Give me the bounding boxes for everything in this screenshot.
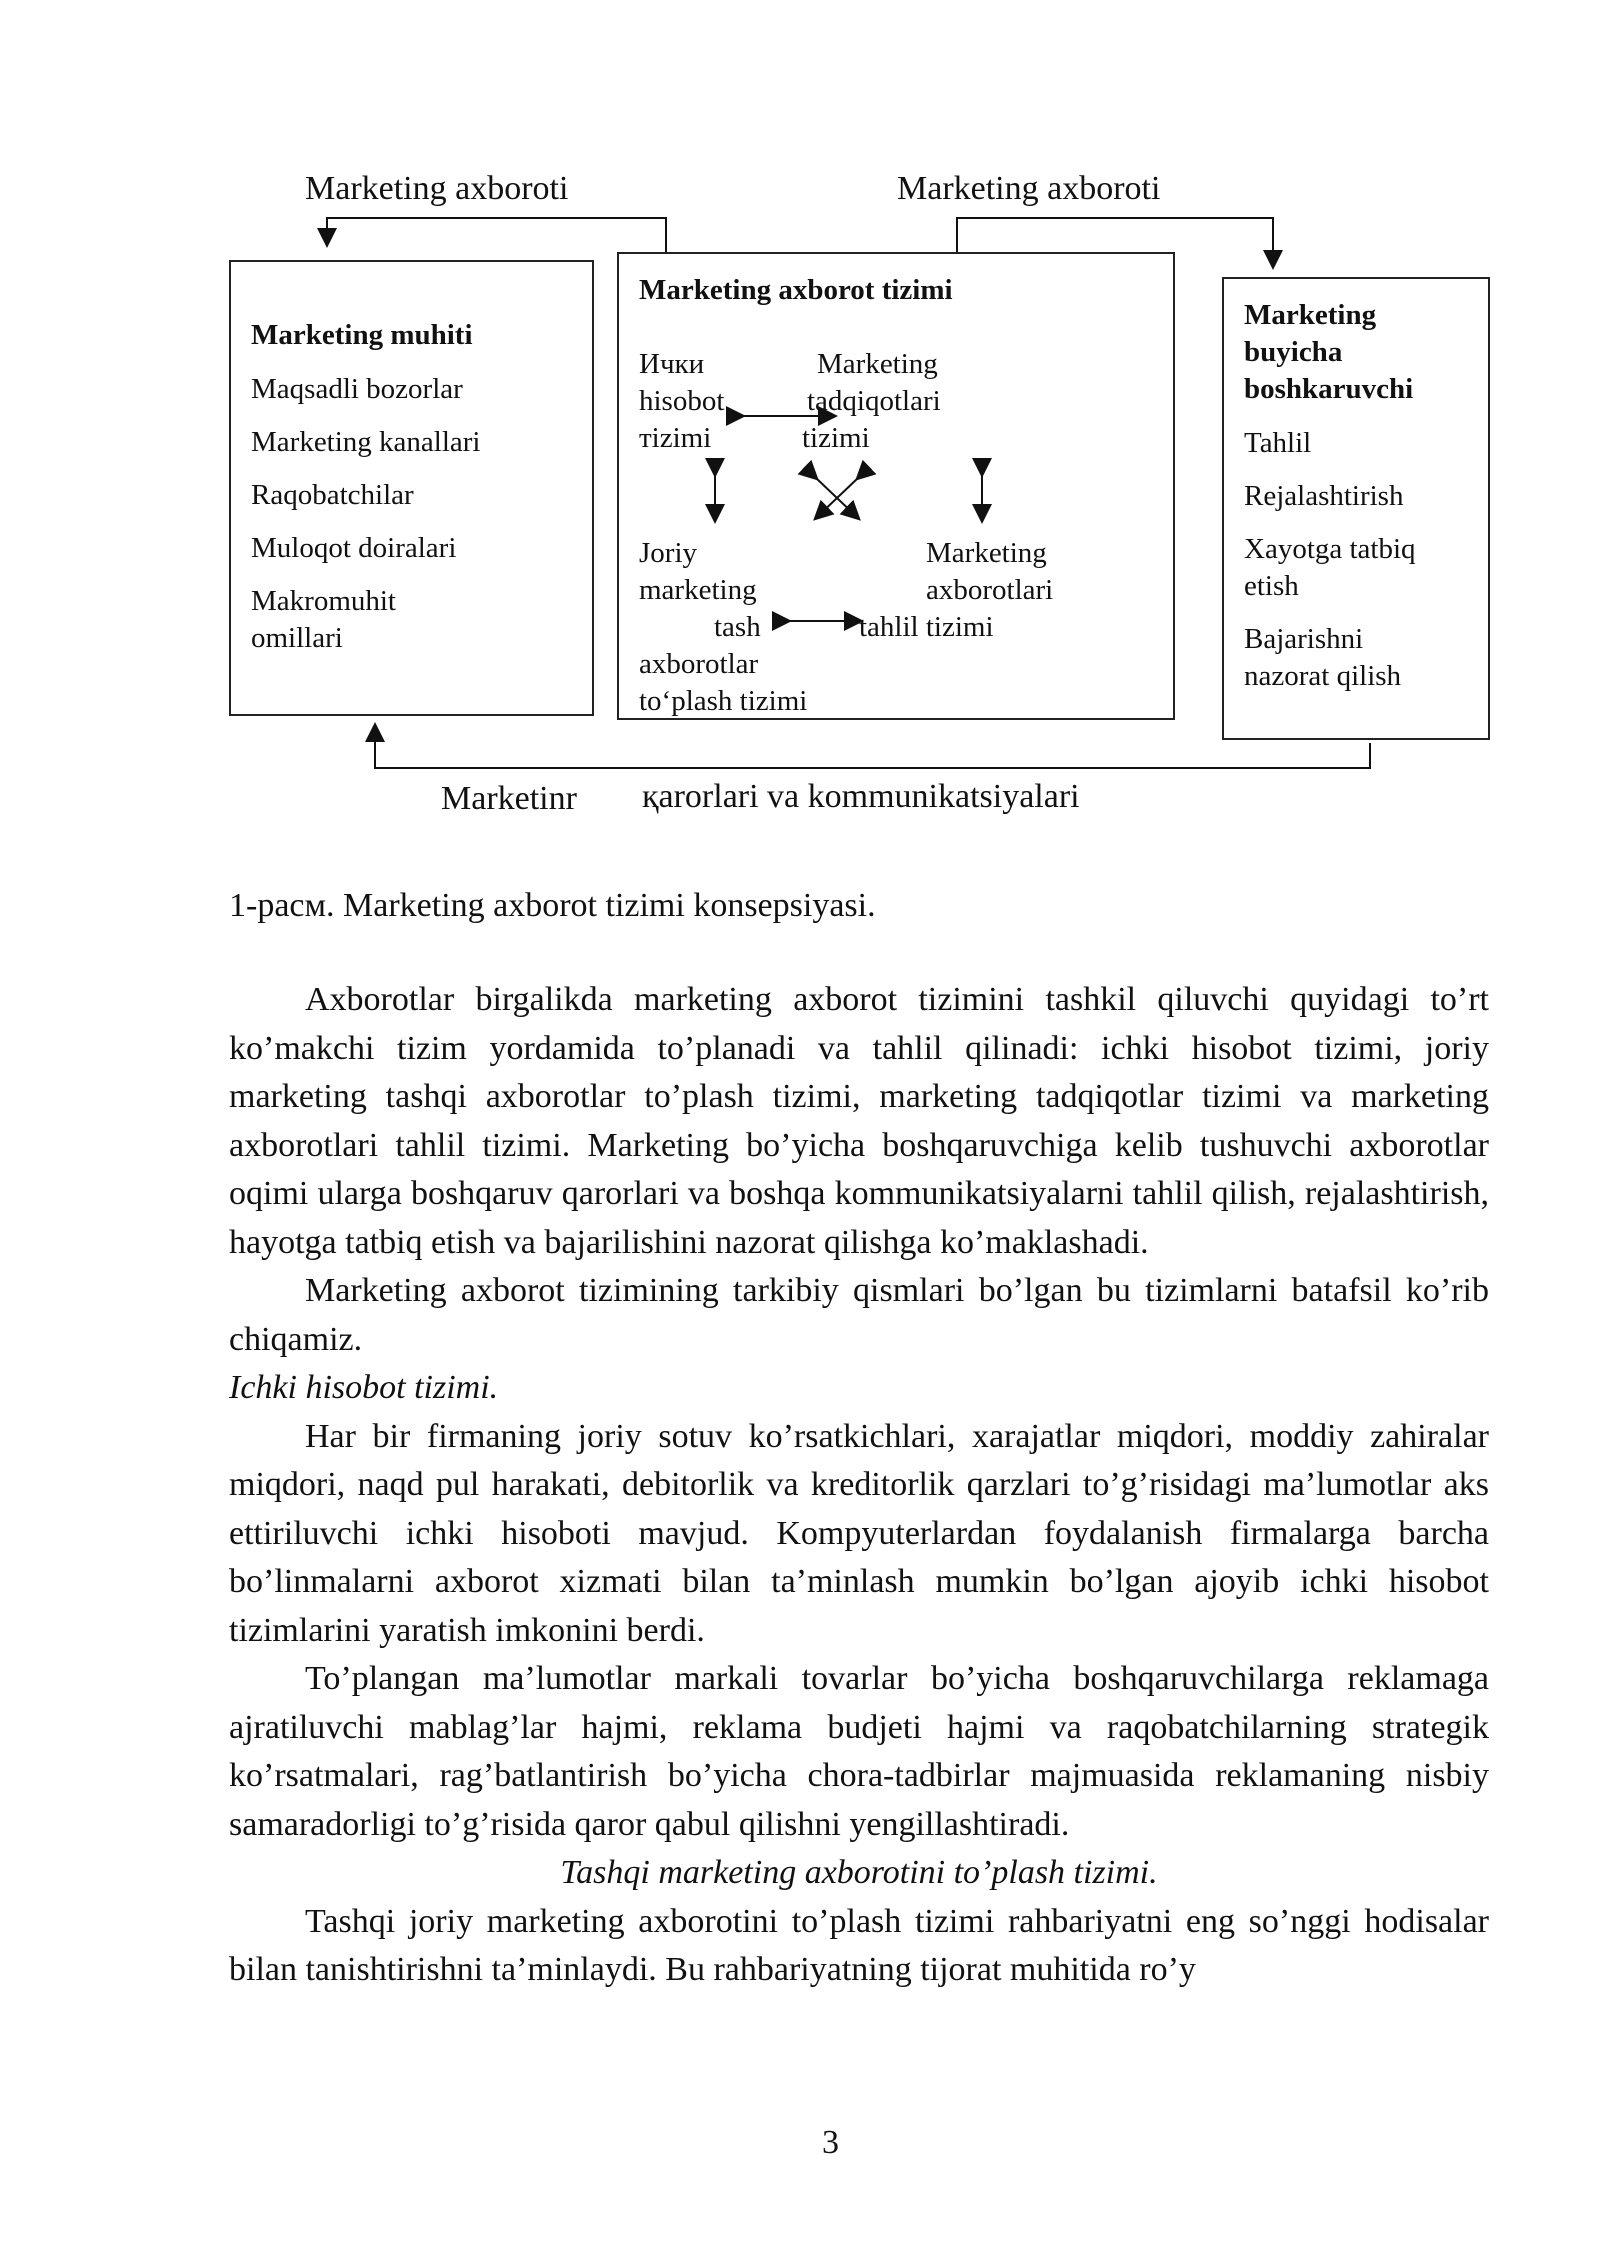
bottom-label-part1: Marketinr: [441, 780, 577, 817]
env-item: Makromuhit: [251, 585, 396, 617]
current-line: axborotlar: [639, 648, 759, 680]
manager-title-line: Marketing: [1244, 299, 1377, 331]
manager-item: Tahlil: [1244, 427, 1312, 459]
env-item: omillari: [251, 622, 343, 654]
manager-box: [1222, 277, 1490, 740]
manager-item: Bajarishni: [1244, 623, 1364, 655]
analysis-line: Marketing: [926, 537, 1047, 569]
top-label-right: Marketing axboroti: [897, 170, 1161, 207]
body-text: [229, 976, 1489, 1995]
current-line: Joriy: [639, 537, 697, 569]
paragraph: Marketing axborot tizimining tarkibiy qismlari bo’lgan bu tizimlarni batafsil ko’rib chiqamiz.: [229, 1272, 1489, 1358]
arrow-system-to-env: [327, 218, 666, 252]
research-line: tizimi: [802, 422, 870, 454]
research-line: Marketing: [817, 348, 938, 380]
paragraph: Tashqi joriy marketing axborotini to’plash tizimi rahbariyatni eng so’nggi hodisalar bilan tanishtirishni ta’minlaydi. Bu rahbariyatning tijorat muhitida ro’y: [229, 1902, 1489, 1988]
env-item: Muloqot doiralari: [251, 532, 457, 564]
bottom-label-part2: қarorlari va kommunikatsiyalari: [642, 778, 1080, 815]
manager-item: nazorat qilish: [1244, 660, 1402, 692]
top-label-left: Marketing axboroti: [305, 170, 569, 207]
manager-item: Rejalashtirish: [1244, 480, 1404, 512]
manager-item: Xayotga tatbiq: [1244, 533, 1416, 565]
section-heading-internal: Ichki hisobot tizimi.: [229, 1369, 499, 1406]
system-box-title: Marketing axborot tizimi: [639, 274, 953, 306]
analysis-line: tahlil tizimi: [859, 611, 994, 643]
manager-title-line: boshkaruvchi: [1244, 373, 1414, 405]
analysis-line: axborotlari: [926, 574, 1054, 606]
system-box: [617, 252, 1175, 720]
arrow-manager-to-env: [375, 726, 1370, 768]
section-heading-external: Tashqi marketing axborotini to’plash tizimi.: [560, 1854, 1158, 1891]
internal-line: Ички: [639, 348, 705, 380]
env-box: [229, 260, 594, 716]
current-line: to‘plash tizimi: [639, 685, 808, 717]
env-item: Marketing kanallari: [251, 426, 481, 458]
manager-title-line: buyicha: [1244, 336, 1343, 368]
figure-caption: 1-расм. Marketing axborot tizimi konsepsiyasi.: [229, 887, 876, 924]
page-number: 3: [822, 2124, 839, 2161]
current-line: marketing: [639, 574, 757, 606]
paragraph: To’plangan ma’lumotlar markali tovarlar bo’yicha boshqaruvchilarga reklamaga ajratiluvchi mablag’lar hajmi, reklama budjeti hajmi va raqobatchilarning strategik ko’rsatmalari, rag’batlantirish bo’yicha chora-tadbirlar majmuasida reklamaning nisbiy samaradorligi to’g’risida qaror qabul qilishni yengillashtiradi.: [229, 1660, 1489, 1843]
env-box-title: Marketing muhiti: [251, 319, 473, 351]
research-line: tadqiqotlari: [807, 385, 941, 417]
paragraph: Har bir firmaning joriy sotuv ko’rsatkichlari, xarajatlar miqdori, moddiy zahiralar miqdori, naqd pul harakati, debitorlik va kreditorlik qarzlari to’g’risidagi ma’lumotlar aks ettiriluvchi ichki hisoboti mavjud. Kompyuterlardan foydalanish firmalarga barcha bo’linmalarni axborot xizmati bilan ta’minlash mumkin bo’lgan ajoyib ichki hisobot tizimlarini yaratish imkonini berdi.: [229, 1417, 1489, 1649]
env-item: Maqsadli bozorlar: [251, 373, 463, 405]
paragraph: Axborotlar birgalikda marketing axborot tizimini tashkil qiluvchi quyidagi to’rt ko’makchi tizim yordamida to’planadi va tahlil qilinadi: ichki hisobot tizimi, joriy marketing tashqi axborotlar to’plash tizimi, marketing tadqiqotlar tizimi va marketing axborotlari tahlil tizimi. Marketing bo’yicha boshqaruvchiga kelib tushuvchi axborotlar oqimi ularga boshqaruv qarorlari va boshqa kommunikatsiyalarni tahlil qilish, rejalashtirish, hayotga tatbiq etish va bajarilishini nazorat qilishga ko’maklashadi.: [229, 981, 1489, 1261]
manager-item: etish: [1244, 570, 1299, 602]
internal-line: hisobot: [639, 385, 725, 417]
env-item: Raqobatchilar: [251, 479, 414, 511]
current-line: tash: [714, 611, 761, 643]
internal-line: тizimi: [639, 422, 712, 454]
